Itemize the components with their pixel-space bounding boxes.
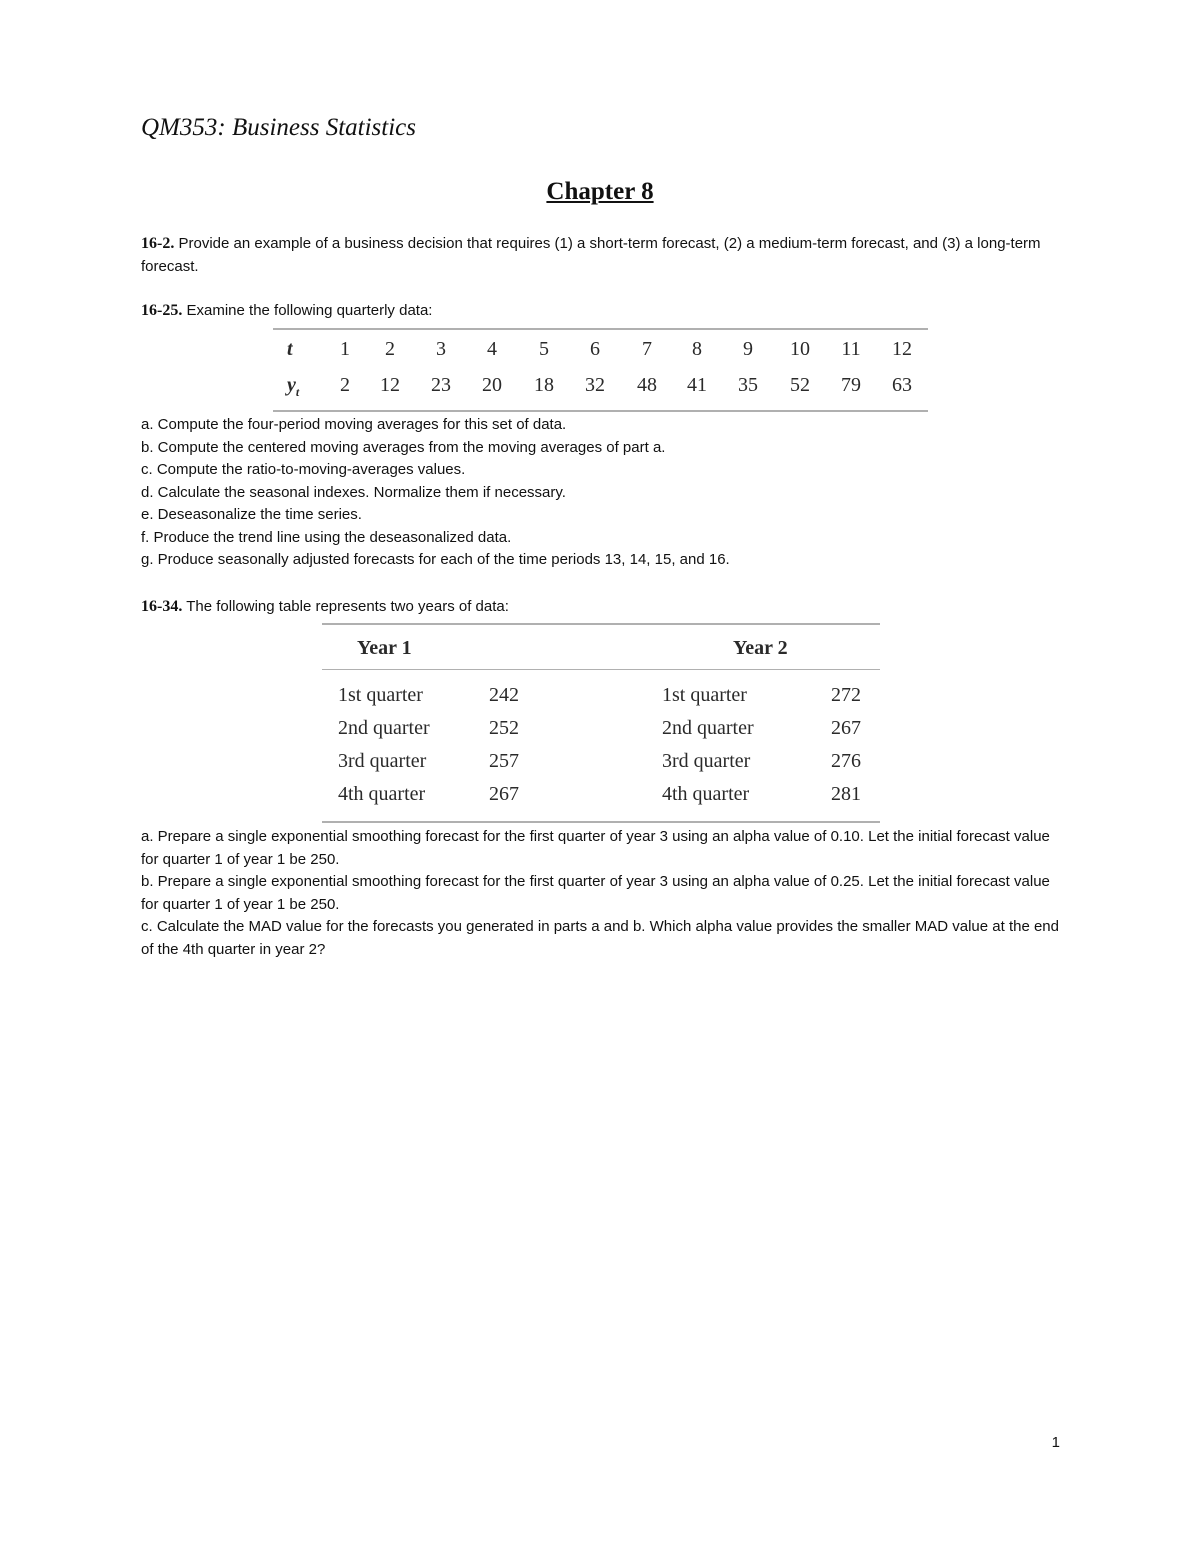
year2-quarter: 3rd quarter: [662, 750, 751, 772]
year1-value: 242: [489, 684, 519, 706]
y-symbol: y: [287, 374, 296, 396]
y-cell: 12: [380, 374, 400, 396]
year1-value: 267: [489, 783, 519, 805]
year2-value: 281: [831, 783, 861, 805]
year1-value: 252: [489, 717, 519, 739]
year1-quarter: 1st quarter: [338, 684, 423, 706]
problem-text: The following table represents two years of data:: [182, 598, 509, 615]
list-item: g. Produce seasonally adjusted forecasts for each of the time periods 13, 14, 15, and 16.: [141, 551, 730, 568]
y-cell: 41: [687, 374, 707, 396]
list-item: b. Prepare a single exponential smoothing forecast for the first quarter of year 3 using an alpha value of 0.25. Let the initial forecast value for quarter 1 of year 1 be 250.: [141, 873, 1050, 913]
t-cell: 12: [892, 338, 912, 360]
list-item: c. Compute the ratio-to-moving-averages values.: [141, 461, 466, 478]
year2-value: 272: [831, 684, 861, 706]
t-cell: 6: [590, 338, 600, 360]
chapter-title: Chapter 8: [546, 178, 654, 205]
problem-16-34-parts: [141, 826, 1061, 961]
y-label: [287, 374, 299, 400]
list-item: a. Compute the four-period moving averages for this set of data.: [141, 416, 567, 433]
quarterly-data-table: [273, 328, 928, 412]
problem-text: Examine the following quarterly data:: [182, 302, 433, 319]
t-cell: 8: [692, 338, 702, 360]
y-cell: 20: [482, 374, 502, 396]
year2-quarter: 4th quarter: [662, 783, 750, 805]
y-subscript: t: [295, 385, 300, 399]
page-number: 1: [1051, 1434, 1060, 1451]
year1-quarter: 3rd quarter: [338, 750, 427, 772]
year1-value: 257: [489, 750, 519, 772]
problem-16-25: [141, 300, 1061, 323]
year2-header: Year 2: [733, 637, 788, 659]
t-cell: 9: [743, 338, 753, 360]
problem-16-25-parts: [141, 414, 1061, 572]
t-cell: 3: [436, 338, 446, 360]
table-row-t: [273, 338, 928, 368]
problem-text: Provide an example of a business decision that requires (1) a short-term forecast, (2) a medium-term forecast, and (3) a long-term forecast.: [141, 235, 1041, 275]
t-cell: 11: [841, 338, 861, 360]
y-cell: 18: [534, 374, 554, 396]
year1-quarter: 4th quarter: [338, 783, 426, 805]
t-cell: 2: [385, 338, 395, 360]
y-cell: 32: [585, 374, 605, 396]
list-item: d. Calculate the seasonal indexes. Normalize them if necessary.: [141, 483, 566, 501]
problem-number: 16-2.: [141, 235, 175, 252]
y-cell: 48: [637, 374, 657, 396]
y-cell: 2: [340, 374, 350, 396]
t-cell: 7: [642, 338, 652, 360]
t-cell: 10: [790, 338, 810, 360]
list-item: f. Produce the trend line using the deseasonalized data.: [141, 528, 512, 546]
year2-value: 276: [831, 750, 861, 772]
t-cell: 4: [487, 338, 497, 360]
problem-number: 16-25.: [141, 302, 183, 319]
y-cell: 79: [841, 374, 861, 396]
y-cell: 23: [431, 374, 451, 396]
list-item: c. Calculate the MAD value for the forecasts you generated in parts a and b. Which alpha value provides the smaller MAD value at the end of the 4th quarter in year 2?: [141, 918, 1059, 958]
t-cell: 1: [340, 338, 350, 360]
list-item: e. Deseasonalize the time series.: [141, 506, 362, 523]
t-cell: 5: [539, 338, 549, 360]
problem-number: 16-34.: [141, 598, 183, 615]
year2-quarter: 1st quarter: [662, 684, 747, 706]
list-item: a. Prepare a single exponential smoothing forecast for the first quarter of year 3 using an alpha value of 0.10. Let the initial forecast value for quarter 1 of year 1 be 250.: [141, 828, 1050, 868]
course-title: QM353: Business Statistics: [141, 114, 416, 141]
problem-16-34: [141, 596, 1061, 619]
year1-header: Year 1: [357, 637, 412, 659]
table-row-y: [273, 374, 928, 404]
year2-quarter: 2nd quarter: [662, 717, 754, 739]
two-year-data-table: [322, 623, 880, 823]
list-item: b. Compute the centered moving averages from the moving averages of part a.: [141, 438, 666, 456]
y-cell: 35: [738, 374, 758, 396]
y-cell: 52: [790, 374, 810, 396]
problem-16-2: [141, 233, 1061, 278]
t-label: t: [287, 338, 293, 360]
year2-value: 267: [831, 717, 861, 739]
y-cell: 63: [892, 374, 912, 396]
header-divider: [322, 669, 880, 670]
year1-quarter: 2nd quarter: [338, 717, 430, 739]
